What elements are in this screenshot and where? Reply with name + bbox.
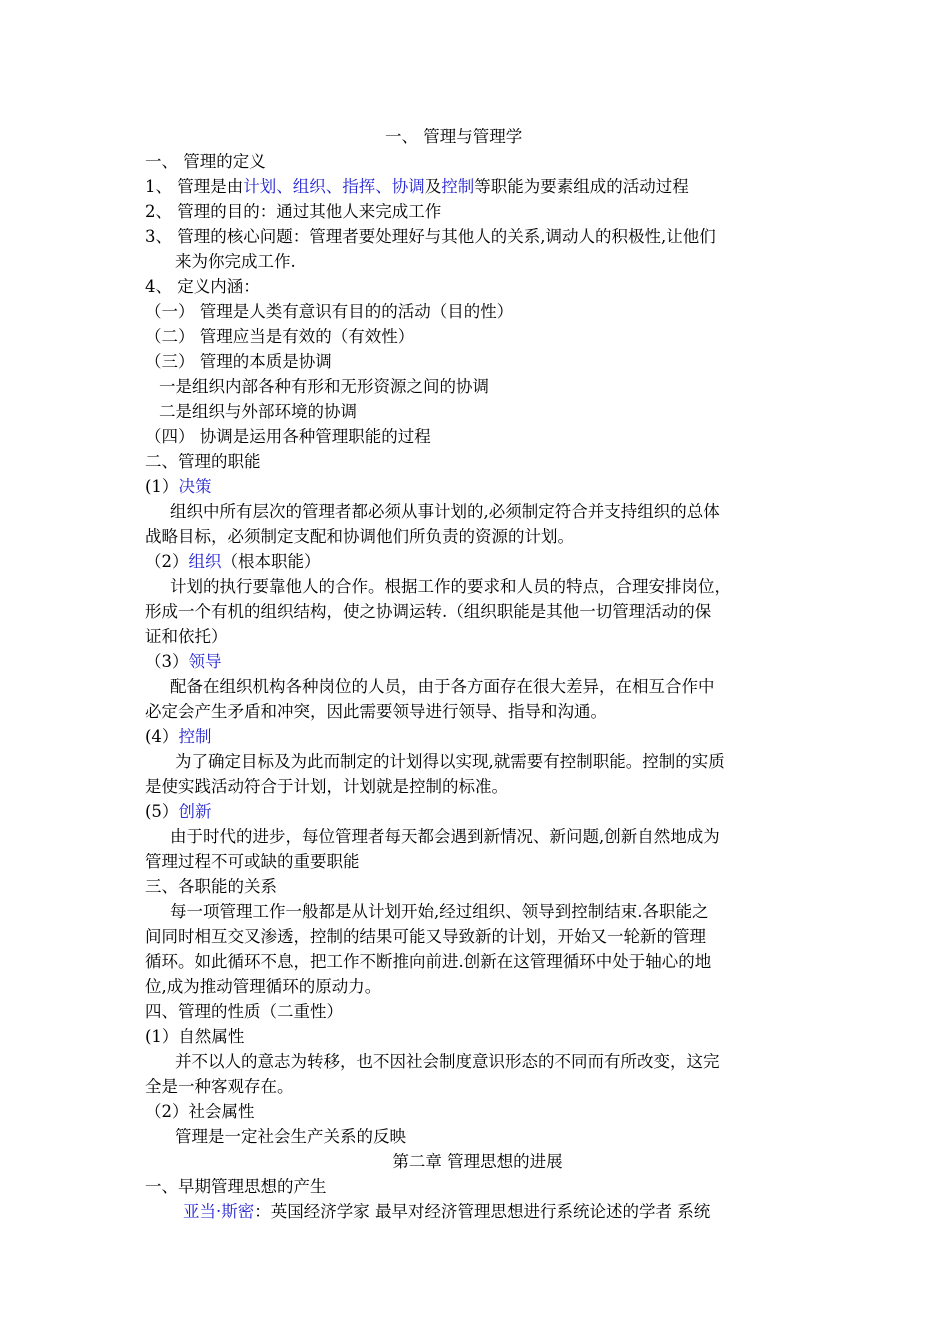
text-segment: 每一项管理工作一般都是从计划开始,经过组织、领导到控制结束.各职能之 [170, 902, 709, 921]
text-line [159, 399, 824, 424]
list-item-continued [175, 249, 840, 274]
text-segment: 二、管理的职能 [145, 452, 261, 471]
text-segment: 一是组织内部各种有形和无形资源之间的协调 [159, 377, 489, 396]
paragraph-line [145, 949, 810, 974]
function-heading [145, 724, 810, 749]
text-line [159, 374, 824, 399]
paragraph-line [175, 749, 840, 774]
text-segment: (1） [145, 477, 179, 496]
highlighted-term: 控制 [178, 727, 212, 746]
text-segment: 2、 管理的目的：通过其他人来完成工作 [145, 202, 442, 221]
sub-item [145, 324, 810, 349]
text-segment: 1、 管理是由 [145, 177, 244, 196]
highlighted-term: 亚当·斯密 [183, 1202, 255, 1221]
text-segment: 组织中所有层次的管理者都必须从事计划的,必须制定符合并支持组织的总体 [170, 502, 720, 521]
chapter-title [145, 1149, 810, 1174]
highlighted-term: 组织 [188, 552, 222, 571]
paragraph-line [145, 599, 810, 624]
text-segment: 形成一个有机的组织结构，使之协调运转.（组织职能是其他一切管理活动的保 [145, 602, 712, 621]
paragraph-line [145, 1074, 810, 1099]
text-segment: 战略目标，必须制定支配和协调他们所负责的资源的计划。 [145, 527, 574, 546]
text-segment: 管理过程不可或缺的重要职能 [145, 852, 360, 871]
text-segment: 三、各职能的关系 [145, 877, 277, 896]
chapter-title [145, 124, 810, 149]
section-heading [145, 874, 810, 899]
text-segment: 间同时相互交叉渗透，控制的结果可能又导致新的计划，开始又一轮新的管理 [145, 927, 706, 946]
sub-item [145, 299, 810, 324]
text-segment: 是使实践活动符合于计划，计划就是控制的标准。 [145, 777, 508, 796]
text-segment: 及 [424, 177, 442, 196]
section-heading [145, 149, 810, 174]
text-segment: （3） [145, 652, 189, 671]
highlighted-term: 领导 [188, 652, 222, 671]
text-segment: 一、 管理的定义 [145, 152, 266, 171]
paragraph-line [170, 574, 835, 599]
paragraph-line [175, 1124, 840, 1149]
paragraph-line [145, 974, 810, 999]
function-heading [145, 1024, 810, 1049]
text-segment: 来为你完成工作. [175, 252, 296, 271]
paragraph-line [145, 924, 810, 949]
paragraph-line [170, 899, 835, 924]
sub-item [145, 424, 810, 449]
highlighted-term: 计划、组织、指挥、协调 [243, 177, 425, 196]
function-heading [145, 1099, 810, 1124]
text-segment: （四） 协调是运用各种管理职能的过程 [145, 427, 431, 446]
text-segment: 位,成为推动管理循环的原动力。 [145, 977, 382, 996]
text-segment: ：英国经济学家 最早对经济管理思想进行系统论述的学者 系统 [254, 1202, 711, 1221]
text-segment: 3、 管理的核心问题：管理者要处理好与其他人的关系,调动人的积极性,让他们 [145, 227, 716, 246]
text-segment: 全是一种客观存在。 [145, 1077, 294, 1096]
text-segment: (5） [145, 802, 179, 821]
paragraph-line [145, 774, 810, 799]
text-segment: 等职能为要素组成的活动过程 [474, 177, 689, 196]
sub-item [145, 349, 810, 374]
text-segment: 一、早期管理思想的产生 [145, 1177, 327, 1196]
paragraph-line [145, 849, 810, 874]
function-heading [145, 549, 810, 574]
function-heading [145, 474, 810, 499]
text-segment: 4、 定义内涵： [145, 277, 260, 296]
text-segment: 二是组织与外部环境的协调 [159, 402, 357, 421]
text-segment: 管理是一定社会生产关系的反映 [175, 1127, 406, 1146]
paragraph-line [175, 1049, 840, 1074]
paragraph-line [145, 524, 810, 549]
list-item [145, 274, 810, 299]
text-segment: 一、 管理与管理学 [385, 127, 523, 146]
list-item [145, 174, 810, 199]
text-segment: (4） [145, 727, 179, 746]
highlighted-term: 控制 [441, 177, 475, 196]
section-heading [145, 449, 810, 474]
text-segment: （2） [145, 552, 189, 571]
text-segment: 循环。如此循环不息，把工作不断推向前进.创新在这管理循环中处于轴心的地 [145, 952, 712, 971]
function-heading [145, 799, 810, 824]
paragraph-line [145, 699, 810, 724]
paragraph-line [145, 624, 810, 649]
text-segment: 配备在组织机构各种岗位的人员，由于各方面存在很大差异，在相互合作中 [170, 677, 715, 696]
text-segment: （根本职能） [221, 552, 321, 571]
text-segment: 证和依托） [145, 627, 228, 646]
text-segment: （三） 管理的本质是协调 [145, 352, 332, 371]
text-segment: （一） 管理是人类有意识有目的的活动（目的性） [145, 302, 514, 321]
highlighted-term: 创新 [178, 802, 212, 821]
text-segment: 第二章 管理思想的进展 [392, 1152, 563, 1171]
paragraph-line [170, 674, 835, 699]
text-segment: 计划的执行要靠他人的合作。根据工作的要求和人员的特点，合理安排岗位， [170, 577, 731, 596]
section-heading [145, 999, 810, 1024]
function-heading [145, 649, 810, 674]
text-segment: 必定会产生矛盾和冲突，因此需要领导进行领导、指导和沟通。 [145, 702, 607, 721]
text-segment: 由于时代的进步，每位管理者每天都会遇到新情况、新问题,创新自然地成为 [170, 827, 720, 846]
paragraph-line [170, 499, 835, 524]
text-segment: 为了确定目标及为此而制定的计划得以实现,就需要有控制职能。控制的实质 [175, 752, 725, 771]
paragraph-line [170, 824, 835, 849]
paragraph-line [183, 1199, 848, 1224]
text-segment: 四、管理的性质（二重性） [145, 1002, 343, 1021]
text-segment: （2）社会属性 [145, 1102, 255, 1121]
text-segment: (1）自然属性 [145, 1027, 245, 1046]
text-segment: （二） 管理应当是有效的（有效性） [145, 327, 415, 346]
list-item [145, 224, 810, 249]
list-item [145, 199, 810, 224]
section-heading [145, 1174, 810, 1199]
highlighted-term: 决策 [178, 477, 212, 496]
text-segment: 并不以人的意志为转移，也不因社会制度意识形态的不同而有所改变，这完 [175, 1052, 720, 1071]
